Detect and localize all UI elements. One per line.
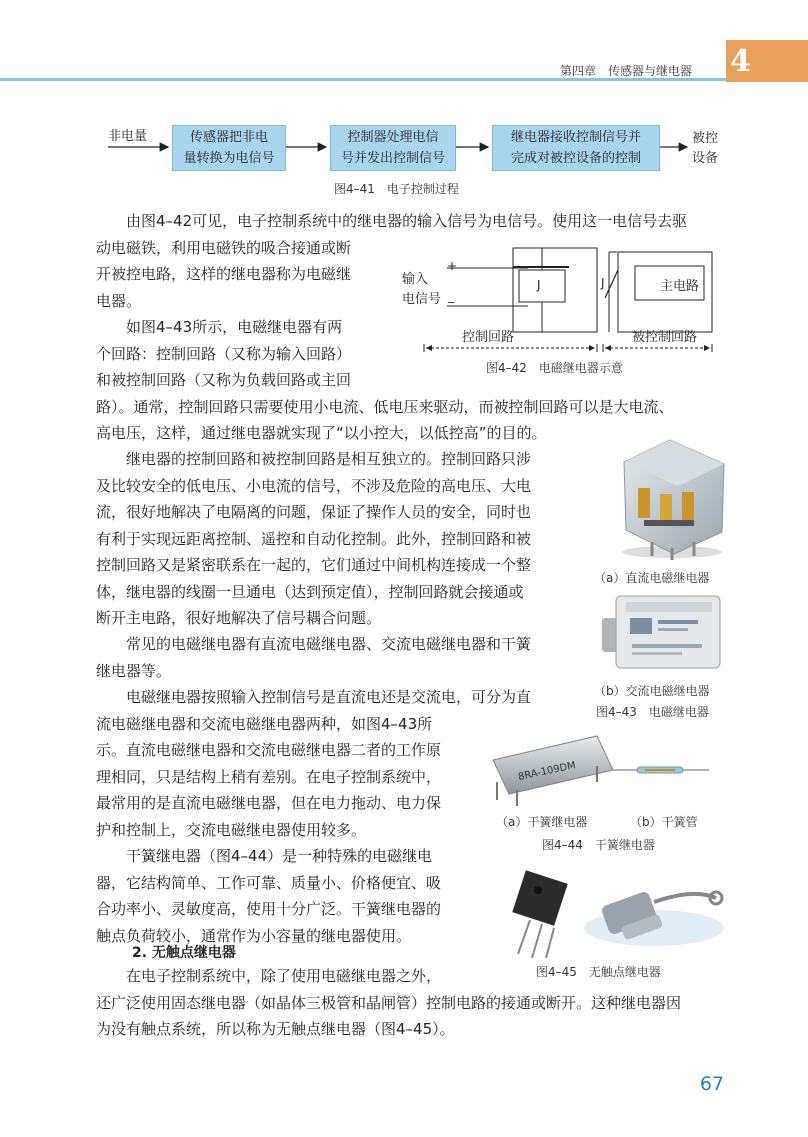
para3-line7: 断开主电路，很好地解决了信号耦合问题。 xyxy=(96,609,382,627)
page-number: 67 xyxy=(699,1073,724,1095)
para3-line2: 及比较安全的低电压、小电流的信号，不涉及危险的高电压、大电 xyxy=(96,476,532,495)
fig44b-caption: （b）干簧管 xyxy=(630,815,698,829)
flow-output-label: 被控 设备 xyxy=(692,131,719,166)
fig44a-caption: （a）干簧继电器 xyxy=(496,815,588,829)
para5-line1: 电磁继电器按照输入控制信号是直流电还是交流电，可分为直 xyxy=(126,688,532,706)
para3-line3: 流，很好地解决了电隔离的问题，保证了操作人员的安全，同时也 xyxy=(96,503,532,521)
para6-line4: 触点负荷较小，通常作为小容量的继电器使用。 xyxy=(96,926,412,945)
para3-line6: 体，继电器的线圈一旦通电（达到预定值），控制回路就会接通或 xyxy=(96,582,524,601)
para6-line2: 器，它结构简单、工作可靠、质量小、价格便宜、吸 xyxy=(96,873,442,892)
para5-line5: 最常用的是直流电磁继电器，但在电力拖动、电力保 xyxy=(96,794,442,812)
relay-switch xyxy=(605,270,618,298)
fig43-caption: 图4–43 电磁继电器 xyxy=(596,705,709,719)
reed-relay-label-text: 8RA-109DM xyxy=(517,760,577,784)
para3-line1: 继电器的控制回路和被控制回路是相互独立的。控制回路只涉 xyxy=(126,450,532,468)
ac-relay-photo xyxy=(596,592,726,674)
para6-line1: 干簧继电器（图4–44）是一种特殊的电磁继电 xyxy=(126,847,433,865)
para5-line3: 示。直流电磁继电器和交流电磁继电器二者的工作原 xyxy=(96,741,442,759)
para2-line1: 如图4–43所示，电磁继电器有两 xyxy=(126,318,343,336)
control-loop-label: 控制回路 xyxy=(462,330,515,345)
plus-sign: + xyxy=(447,259,458,273)
flow-box-relay: 继电器接收控制信号并 完成对被控设备的控制 xyxy=(492,125,660,171)
para7-line1: 在电子控制系统中，除了使用电磁继电器之外， xyxy=(126,967,442,985)
fig42-caption: 图4–42 电磁继电器示意 xyxy=(486,361,623,375)
para2-line3: 和被控制回路（又称为负载回路或主回 xyxy=(96,371,352,389)
para1-line4: 电器。 xyxy=(96,291,142,310)
chapter-number: 4 xyxy=(730,44,751,79)
solid-state-relay-photo xyxy=(504,868,724,958)
para6-line3: 合功率小、灵敏度高，使用十分广泛。干簧继电器的 xyxy=(96,900,442,918)
para7-line3: 为没有触点系统，所以称为无触点继电器（图4–45）。 xyxy=(96,1020,455,1038)
fig41-caption: 图4–41 电子控制过程 xyxy=(334,182,459,196)
para5-line6: 护和控制上，交流电磁继电器使用较多。 xyxy=(96,820,367,839)
para1-line1: 由图4–42可见，电子控制系统中的继电器的输入信号为电信号。使用这一电信号去驱 xyxy=(126,212,688,230)
para7-line2: 还广泛使用固态继电器（如晶体三极管和晶闸管）控制电路的接通或断开。这种继电器因 xyxy=(96,993,682,1012)
coil-label: J xyxy=(537,278,541,292)
fig43a-caption: （a）直流电磁继电器 xyxy=(594,571,710,585)
fig44-caption: 图4–44 干簧继电器 xyxy=(542,838,655,852)
main-circuit-label: 主电路 xyxy=(660,279,700,294)
reed-relay-photo xyxy=(487,730,727,810)
fig45-caption: 图4–45 无触点继电器 xyxy=(536,965,661,979)
para2-line5: 高电压，这样，通过继电器就实现了“以小控大，以低控高”的目的。 xyxy=(96,424,547,442)
para5-line4: 理相同，只是结构上稍有差别。在电子控制系统中， xyxy=(96,767,442,786)
para2-line2: 个回路：控制回路（又称为输入回路） xyxy=(96,344,352,363)
input-signal-label: 输入 电信号 xyxy=(402,272,442,307)
para3-line4: 有利于实现远距离控制、遥控和自动化控制。此外，控制回路和被 xyxy=(96,529,532,548)
dc-relay-photo xyxy=(612,432,732,562)
switch-label: J xyxy=(601,276,605,290)
transistor-body xyxy=(512,870,567,925)
section-heading: 2. 无触点继电器 xyxy=(132,945,236,961)
para1-line2: 动电磁铁，利用电磁铁的吸合接通或断 xyxy=(96,238,352,257)
controlled-loop-label: 被控制回路 xyxy=(632,330,698,345)
flow-box-controller: 控制器处理电信 号并发出控制信号 xyxy=(330,125,456,171)
running-header: 第四章 传感器与继电器 xyxy=(560,64,693,78)
flow-box-sensor: 传感器把非电 量转换为电信号 xyxy=(172,125,286,171)
para4-line2: 继电器等。 xyxy=(96,661,172,680)
para4-line1: 常见的电磁继电器有直流电磁继电器、交流电磁继电器和干簧 xyxy=(126,635,532,653)
para5-line2: 流电磁继电器和交流电磁继电器两种，如图4–43所 xyxy=(96,714,433,733)
relay-schematic xyxy=(392,240,722,375)
minus-sign: _ xyxy=(448,289,454,303)
fig43b-caption: （b）交流电磁继电器 xyxy=(594,684,710,698)
flow-input-label: 非电量 xyxy=(108,129,148,144)
relay-coil xyxy=(519,270,565,302)
para2-line4: 路）。通常，控制回路只需要使用小电流、低电压来驱动，而被控制回路可以是大电流、 xyxy=(96,397,674,416)
para1-line3: 开被控电路，这样的继电器称为电磁继 xyxy=(96,265,352,283)
para3-line5: 控制回路又是紧密联系在一起的，它们通过中间机构连接成一个整 xyxy=(96,556,532,574)
